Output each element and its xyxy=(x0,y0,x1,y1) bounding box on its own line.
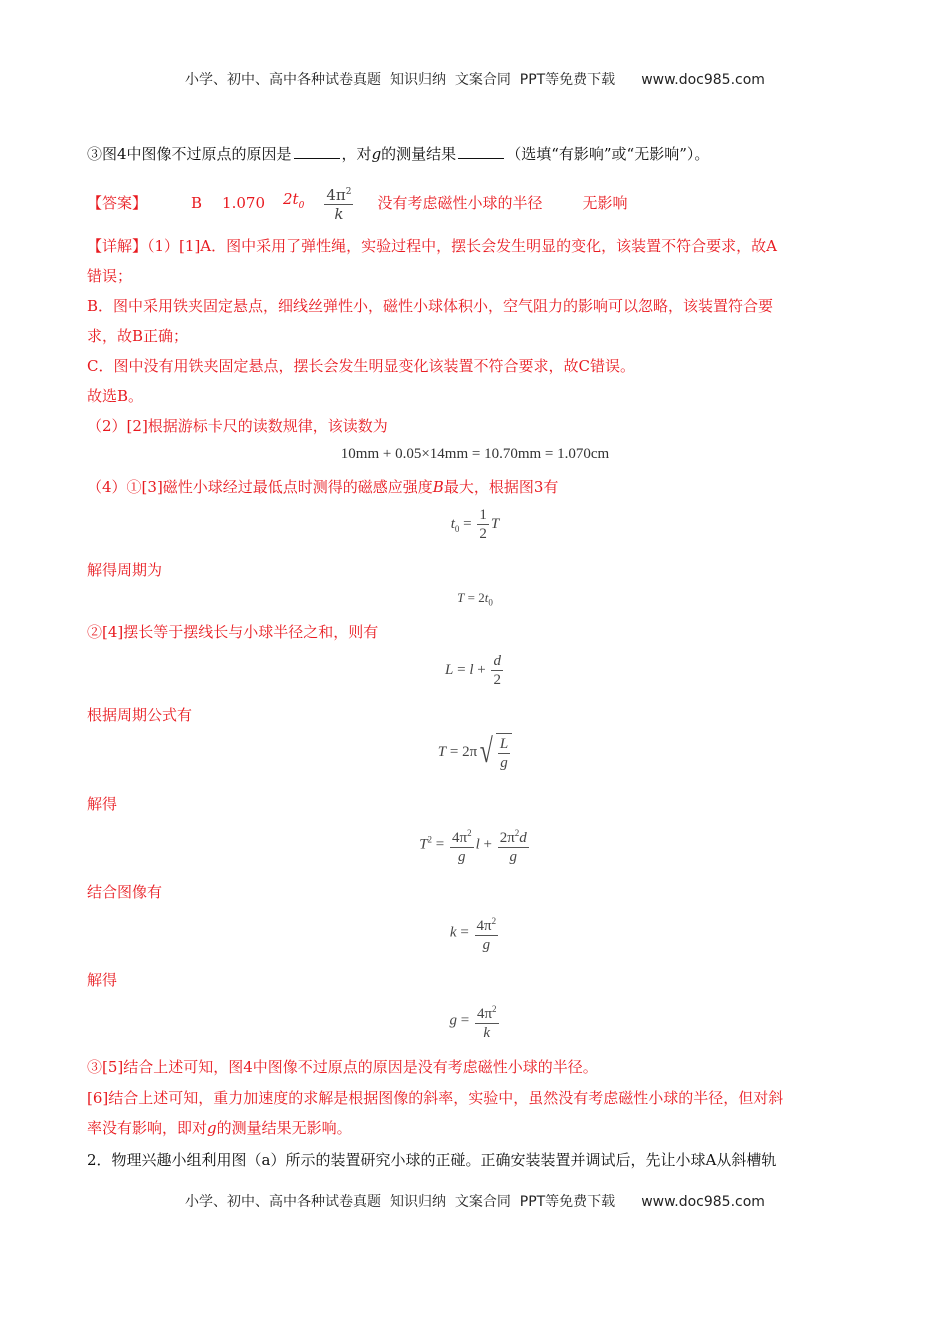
equation-length: L = l + $\frac{d}{2}$ xyxy=(445,653,501,688)
equation-period-formula: T = 2π √ $\frac{L}{g}$ xyxy=(0,733,950,772)
answer-2: 1.070 xyxy=(222,193,265,212)
next-question-line: 2．物理兴趣小组利用图（a）所示的装置研究小球的正碰。正确安装装置并调试后，先让小球A从斜槽轨 xyxy=(87,1151,777,1169)
detail-line-8 xyxy=(87,477,558,497)
question-part-3: 的测量结果 xyxy=(381,145,457,163)
answer-3: 2t xyxy=(283,190,299,208)
detail-line-1: 【详解】（1）[1]A．图中采用了弹性绳，实验过程中，摆长会发生明显的变化，该装置不符合要求，故A xyxy=(87,237,777,255)
equation-vernier: 10mm + 0.05×14mm = 10.70mm = 1.070cm xyxy=(340,446,610,462)
equation-slope: k = $\frac{4\pi^2}{g}$ xyxy=(0,912,950,954)
answer-1: B xyxy=(191,193,203,212)
detail-line-6: 故选B。 xyxy=(87,387,144,405)
detail-line-11: 根据周期公式有 xyxy=(87,706,193,724)
answer-line xyxy=(87,180,627,225)
detail-line-8c: 最大，根据图3有 xyxy=(443,478,559,496)
equation-t-squared: $T^2$ = $\frac{4\pi^2}{g}$ l + $\frac{2\pi^2d}{g}$ xyxy=(0,824,950,866)
equation-t0: $t_0$ = $\frac{1}{2}$ T xyxy=(450,507,500,542)
detail-line-4: 求，故B正确； xyxy=(87,327,189,345)
answer-3-sub: 0 xyxy=(298,201,305,211)
page-footer xyxy=(0,1191,950,1211)
equation-period: $T = 2t_0$ xyxy=(457,590,493,608)
page-header xyxy=(0,69,950,89)
detail-line-12: 解得 xyxy=(87,795,118,813)
answer-6: 无影响 xyxy=(582,193,628,212)
detail-line-9: 解得周期为 xyxy=(87,561,163,579)
detail-line-17c: 的测量结果无影响。 xyxy=(216,1119,352,1137)
answer-blank-2 xyxy=(458,144,504,159)
detail-line-15: ③[5]结合上述可知，图4中图像不过原点的原因是没有考虑磁性小球的半径。 xyxy=(87,1058,598,1076)
footer-site: www.doc985.com xyxy=(641,1194,765,1210)
answer-4-fraction xyxy=(324,183,353,223)
detail-line-13: 结合图像有 xyxy=(87,883,163,901)
header-text: 小学、初中、高中各种试卷真题 知识归纳 文案合同 PPT等免费下载 xyxy=(185,72,616,88)
detail-line-17b: g xyxy=(207,1119,217,1137)
detail-line-17 xyxy=(87,1118,352,1138)
header-site: www.doc985.com xyxy=(641,72,765,88)
answer-5: 没有考虑磁性小球的半径 xyxy=(377,193,543,212)
detail-line-10: ②[4]摆长等于摆线长与小球半径之和，则有 xyxy=(87,623,379,641)
question-part-4: （选填“有影响”或“无影响”）。 xyxy=(506,145,710,163)
detail-line-17a: 率没有影响，即对 xyxy=(87,1119,208,1137)
answer-label: 【答案】 xyxy=(87,193,148,212)
question-part-2: ，对 xyxy=(341,145,372,163)
detail-line-7: （2）[2]根据游标卡尺的读数规律，该读数为 xyxy=(87,417,388,435)
question-g: g xyxy=(371,145,382,163)
answer-4-exp: 2 xyxy=(345,186,352,197)
detail-line-5: C．图中没有用铁夹固定悬点，摆长会发生明显变化该装置不符合要求，故C错误。 xyxy=(87,357,635,375)
detail-line-16: [6]结合上述可知，重力加速度的求解是根据图像的斜率，实验中，虽然没有考虑磁性小球的半径，但对斜 xyxy=(87,1089,784,1107)
answer-4-num: 4π xyxy=(326,185,346,204)
question-part-1: ③图4中图像不过原点的原因是 xyxy=(87,145,292,163)
question-line xyxy=(87,144,709,164)
detail-line-14: 解得 xyxy=(87,971,118,989)
equation-g: g = $\frac{4\pi^2}{k}$ xyxy=(0,1000,950,1042)
answer-blank-1 xyxy=(294,144,340,159)
detail-line-2: 错误； xyxy=(87,267,133,285)
detail-line-3: B．图中采用铁夹固定悬点，细线丝弹性小，磁性小球体积小，空气阻力的影响可以忽略，该装置符合要 xyxy=(87,297,774,315)
detail-line-8a: （4）①[3]磁性小球经过最低点时测得的磁感应强度 xyxy=(87,478,433,496)
detail-line-8b: B xyxy=(432,478,444,496)
footer-text: 小学、初中、高中各种试卷真题 知识归纳 文案合同 PPT等免费下载 xyxy=(185,1194,616,1210)
answer-4-den: k xyxy=(334,204,344,223)
